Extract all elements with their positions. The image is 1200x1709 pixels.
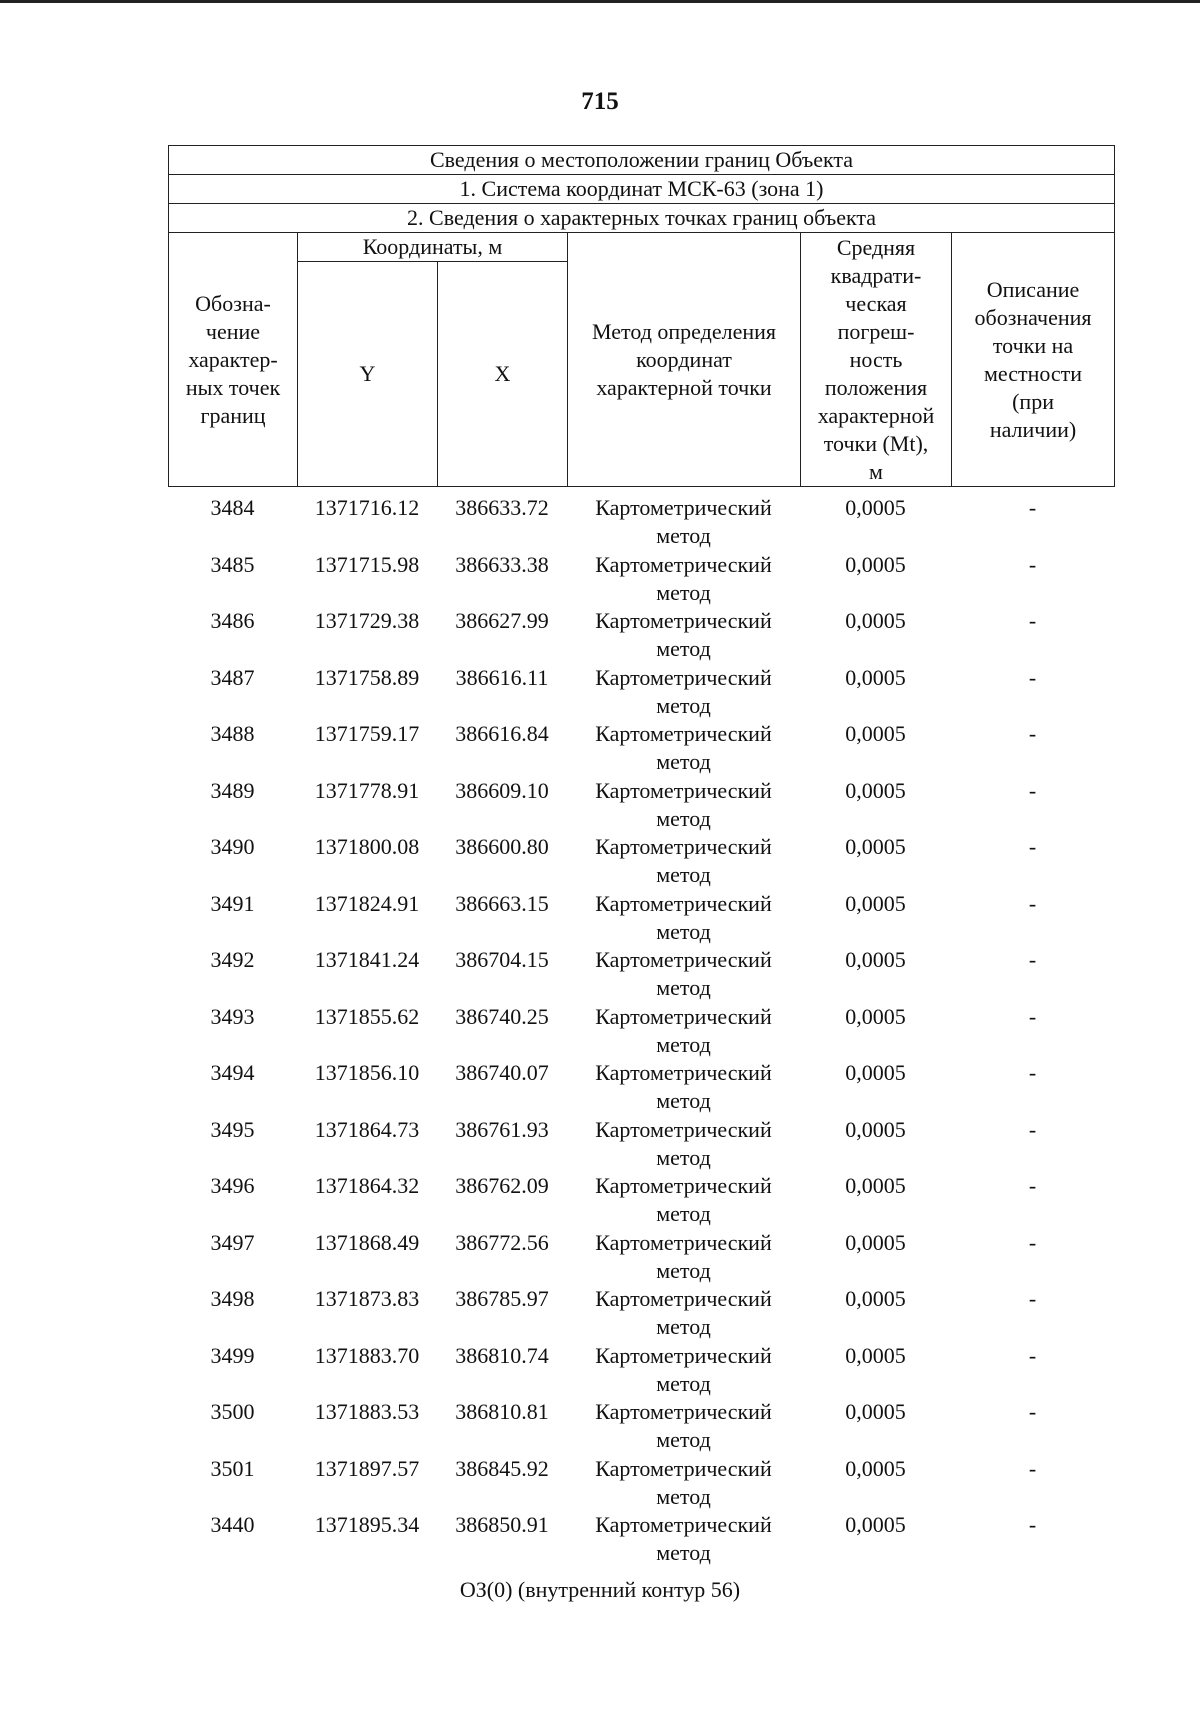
coordinate-x: 386663.15 xyxy=(455,890,549,916)
point-number: 3495 xyxy=(210,1116,255,1142)
coordinate-y: 1371800.08 xyxy=(314,834,420,859)
table-row xyxy=(168,890,1114,947)
description: - xyxy=(1028,947,1037,972)
coordinate-x: 386785.97 xyxy=(455,1286,549,1311)
error-value: 0,0005 xyxy=(845,1003,906,1029)
section-label: 2. Сведения о характерных точках границ объекта xyxy=(169,204,1115,233)
error-value: 0,0005 xyxy=(845,664,906,690)
table-row xyxy=(168,1172,1114,1229)
contour-label: ОЗ(0) (внутренний контур 56) xyxy=(459,1577,741,1602)
table-row xyxy=(168,946,1114,1003)
method: Картометрический метод xyxy=(595,551,772,605)
coordinate-x: 386772.56 xyxy=(455,1229,549,1255)
table-row xyxy=(168,1511,1114,1568)
coordinate-y: 1371856.10 xyxy=(314,1060,420,1085)
coordinate-x: 386633.72 xyxy=(455,495,549,520)
coordinate-x: 386600.80 xyxy=(455,834,549,859)
description: - xyxy=(1028,1342,1037,1368)
column-header-coordinates: Координаты, м xyxy=(298,233,568,262)
method: Картометрический метод xyxy=(595,495,772,548)
error-value: 0,0005 xyxy=(845,1116,906,1142)
method: Картометрический метод xyxy=(595,947,772,1000)
coordinate-y: 1371715.98 xyxy=(314,551,420,577)
description: - xyxy=(1028,1229,1037,1255)
coordinate-x: 386810.74 xyxy=(455,1342,549,1368)
description: - xyxy=(1028,834,1037,859)
error-value: 0,0005 xyxy=(845,1173,906,1198)
coordinate-y: 1371883.53 xyxy=(314,1399,420,1424)
description: - xyxy=(1028,1455,1037,1481)
method: Картометрический метод xyxy=(595,834,772,887)
coordinate-x: 386704.15 xyxy=(455,947,549,972)
page-number: 715 xyxy=(581,88,619,115)
column-header-method: Метод определения координат характерной точки xyxy=(568,233,801,487)
coordinate-y: 1371716.12 xyxy=(314,495,420,520)
point-number: 3498 xyxy=(210,1286,255,1311)
error-value: 0,0005 xyxy=(845,1060,906,1085)
coordinate-y: 1371759.17 xyxy=(314,721,420,746)
table-row xyxy=(168,551,1114,608)
point-number: 3484 xyxy=(210,495,255,520)
point-number: 3487 xyxy=(210,664,255,690)
point-number: 3496 xyxy=(210,1173,255,1198)
table-row xyxy=(168,720,1114,777)
column-header-x: X xyxy=(438,262,568,487)
table-row xyxy=(168,1285,1114,1342)
coordinate-y: 1371864.73 xyxy=(314,1116,420,1142)
coordinate-y: 1371855.62 xyxy=(314,1003,420,1029)
coordinate-x: 386761.93 xyxy=(455,1116,549,1142)
coordinate-y: 1371729.38 xyxy=(314,608,420,633)
point-number: 3492 xyxy=(210,947,255,972)
column-header-y: Y xyxy=(298,262,438,487)
coordinate-y: 1371841.24 xyxy=(314,947,420,972)
method: Картометрический метод xyxy=(595,664,772,718)
column-header-point: Обозна- чение характер- ных точек границ xyxy=(169,233,298,487)
method: Картометрический метод xyxy=(595,1455,772,1509)
point-number: 3485 xyxy=(210,551,255,577)
table-title: Сведения о местоположении границ Объекта xyxy=(169,146,1115,175)
description: - xyxy=(1028,721,1037,746)
top-border-line xyxy=(0,0,1200,3)
coordinate-x: 386609.10 xyxy=(455,777,549,803)
method: Картометрический метод xyxy=(595,608,772,661)
point-number: 3500 xyxy=(210,1399,255,1424)
points-table xyxy=(168,494,1114,1568)
coordinate-x: 386627.99 xyxy=(455,608,549,633)
description: - xyxy=(1028,1173,1037,1198)
coordinate-y: 1371868.49 xyxy=(314,1229,420,1255)
points-table-body xyxy=(168,494,1114,1568)
description: - xyxy=(1028,1116,1037,1142)
table-row xyxy=(168,664,1114,721)
coordinate-y: 1371897.57 xyxy=(314,1455,420,1481)
point-number: 3490 xyxy=(210,834,255,859)
description: - xyxy=(1028,777,1037,803)
point-number: 3489 xyxy=(210,777,255,803)
method: Картометрический метод xyxy=(595,1286,772,1339)
method: Картометрический метод xyxy=(595,1342,772,1396)
coordinate-x: 386616.84 xyxy=(455,721,549,746)
description: - xyxy=(1028,1286,1037,1311)
column-header-description: Описание обозначения точки на местности (при наличии) xyxy=(952,233,1115,487)
method: Картометрический метод xyxy=(595,1173,772,1226)
point-number: 3501 xyxy=(210,1455,255,1481)
description: - xyxy=(1028,1003,1037,1029)
coordinate-x: 386762.09 xyxy=(455,1173,549,1198)
description: - xyxy=(1028,890,1037,916)
coordinate-x: 386810.81 xyxy=(455,1399,549,1424)
error-value: 0,0005 xyxy=(845,1455,906,1481)
table-row xyxy=(168,1342,1114,1399)
header-table xyxy=(168,145,1115,487)
method: Картометрический метод xyxy=(595,890,772,944)
description: - xyxy=(1028,1399,1037,1424)
coordinate-y: 1371758.89 xyxy=(314,664,420,690)
error-value: 0,0005 xyxy=(845,1342,906,1368)
table-row xyxy=(168,494,1114,551)
method: Картометрический метод xyxy=(595,1229,772,1283)
method: Картометрический метод xyxy=(595,1399,772,1452)
table-row xyxy=(168,1229,1114,1286)
point-number: 3494 xyxy=(210,1060,255,1085)
coordinate-x: 386740.07 xyxy=(455,1060,549,1085)
point-number: 3499 xyxy=(210,1342,255,1368)
error-value: 0,0005 xyxy=(845,495,906,520)
coordinate-y: 1371883.70 xyxy=(314,1342,420,1368)
coordinate-y: 1371864.32 xyxy=(314,1173,420,1198)
description: - xyxy=(1028,495,1037,520)
error-value: 0,0005 xyxy=(845,608,906,633)
error-value: 0,0005 xyxy=(845,551,906,577)
table-row xyxy=(168,1398,1114,1455)
error-value: 0,0005 xyxy=(845,947,906,972)
coordinate-y: 1371873.83 xyxy=(314,1286,420,1311)
table-row xyxy=(168,1003,1114,1060)
error-value: 0,0005 xyxy=(845,890,906,916)
description: - xyxy=(1028,551,1037,577)
point-number: 3440 xyxy=(210,1512,255,1537)
column-header-error: Средняя квадрати- ческая погреш- ность положения характерной точки (Mt), м xyxy=(801,233,952,487)
error-value: 0,0005 xyxy=(845,777,906,803)
error-value: 0,0005 xyxy=(845,1229,906,1255)
description: - xyxy=(1028,608,1037,633)
description: - xyxy=(1028,1512,1037,1537)
method: Картометрический метод xyxy=(595,1116,772,1170)
error-value: 0,0005 xyxy=(845,1399,906,1424)
table-row xyxy=(168,1059,1114,1116)
description: - xyxy=(1028,664,1037,690)
error-value: 0,0005 xyxy=(845,834,906,859)
point-number: 3497 xyxy=(210,1229,255,1255)
point-number: 3486 xyxy=(210,608,255,633)
coordinate-x: 386740.25 xyxy=(455,1003,549,1029)
coordinate-y: 1371778.91 xyxy=(314,777,420,803)
method: Картометрический метод xyxy=(595,1003,772,1057)
method: Картометрический метод xyxy=(595,1060,772,1113)
coordinate-x: 386850.91 xyxy=(455,1512,549,1537)
table-row xyxy=(168,833,1114,890)
error-value: 0,0005 xyxy=(845,1512,906,1537)
point-number: 3493 xyxy=(210,1003,255,1029)
error-value: 0,0005 xyxy=(845,1286,906,1311)
method: Картометрический метод xyxy=(595,721,772,774)
coordinate-y: 1371824.91 xyxy=(314,890,420,916)
table-row xyxy=(168,607,1114,664)
coordinate-x: 386845.92 xyxy=(455,1455,549,1481)
coordinate-y: 1371895.34 xyxy=(314,1512,420,1537)
description: - xyxy=(1028,1060,1037,1085)
method: Картометрический метод xyxy=(595,1512,772,1565)
point-number: 3491 xyxy=(210,890,255,916)
method: Картометрический метод xyxy=(595,777,772,831)
error-value: 0,0005 xyxy=(845,721,906,746)
table-row xyxy=(168,777,1114,834)
table-row xyxy=(168,1455,1114,1512)
coordinate-x: 386633.38 xyxy=(455,551,549,577)
table-row xyxy=(168,1116,1114,1173)
coordinate-x: 386616.11 xyxy=(455,664,549,690)
coordinate-system-label: 1. Система координат МСК-63 (зона 1) xyxy=(169,175,1115,204)
point-number: 3488 xyxy=(210,721,255,746)
